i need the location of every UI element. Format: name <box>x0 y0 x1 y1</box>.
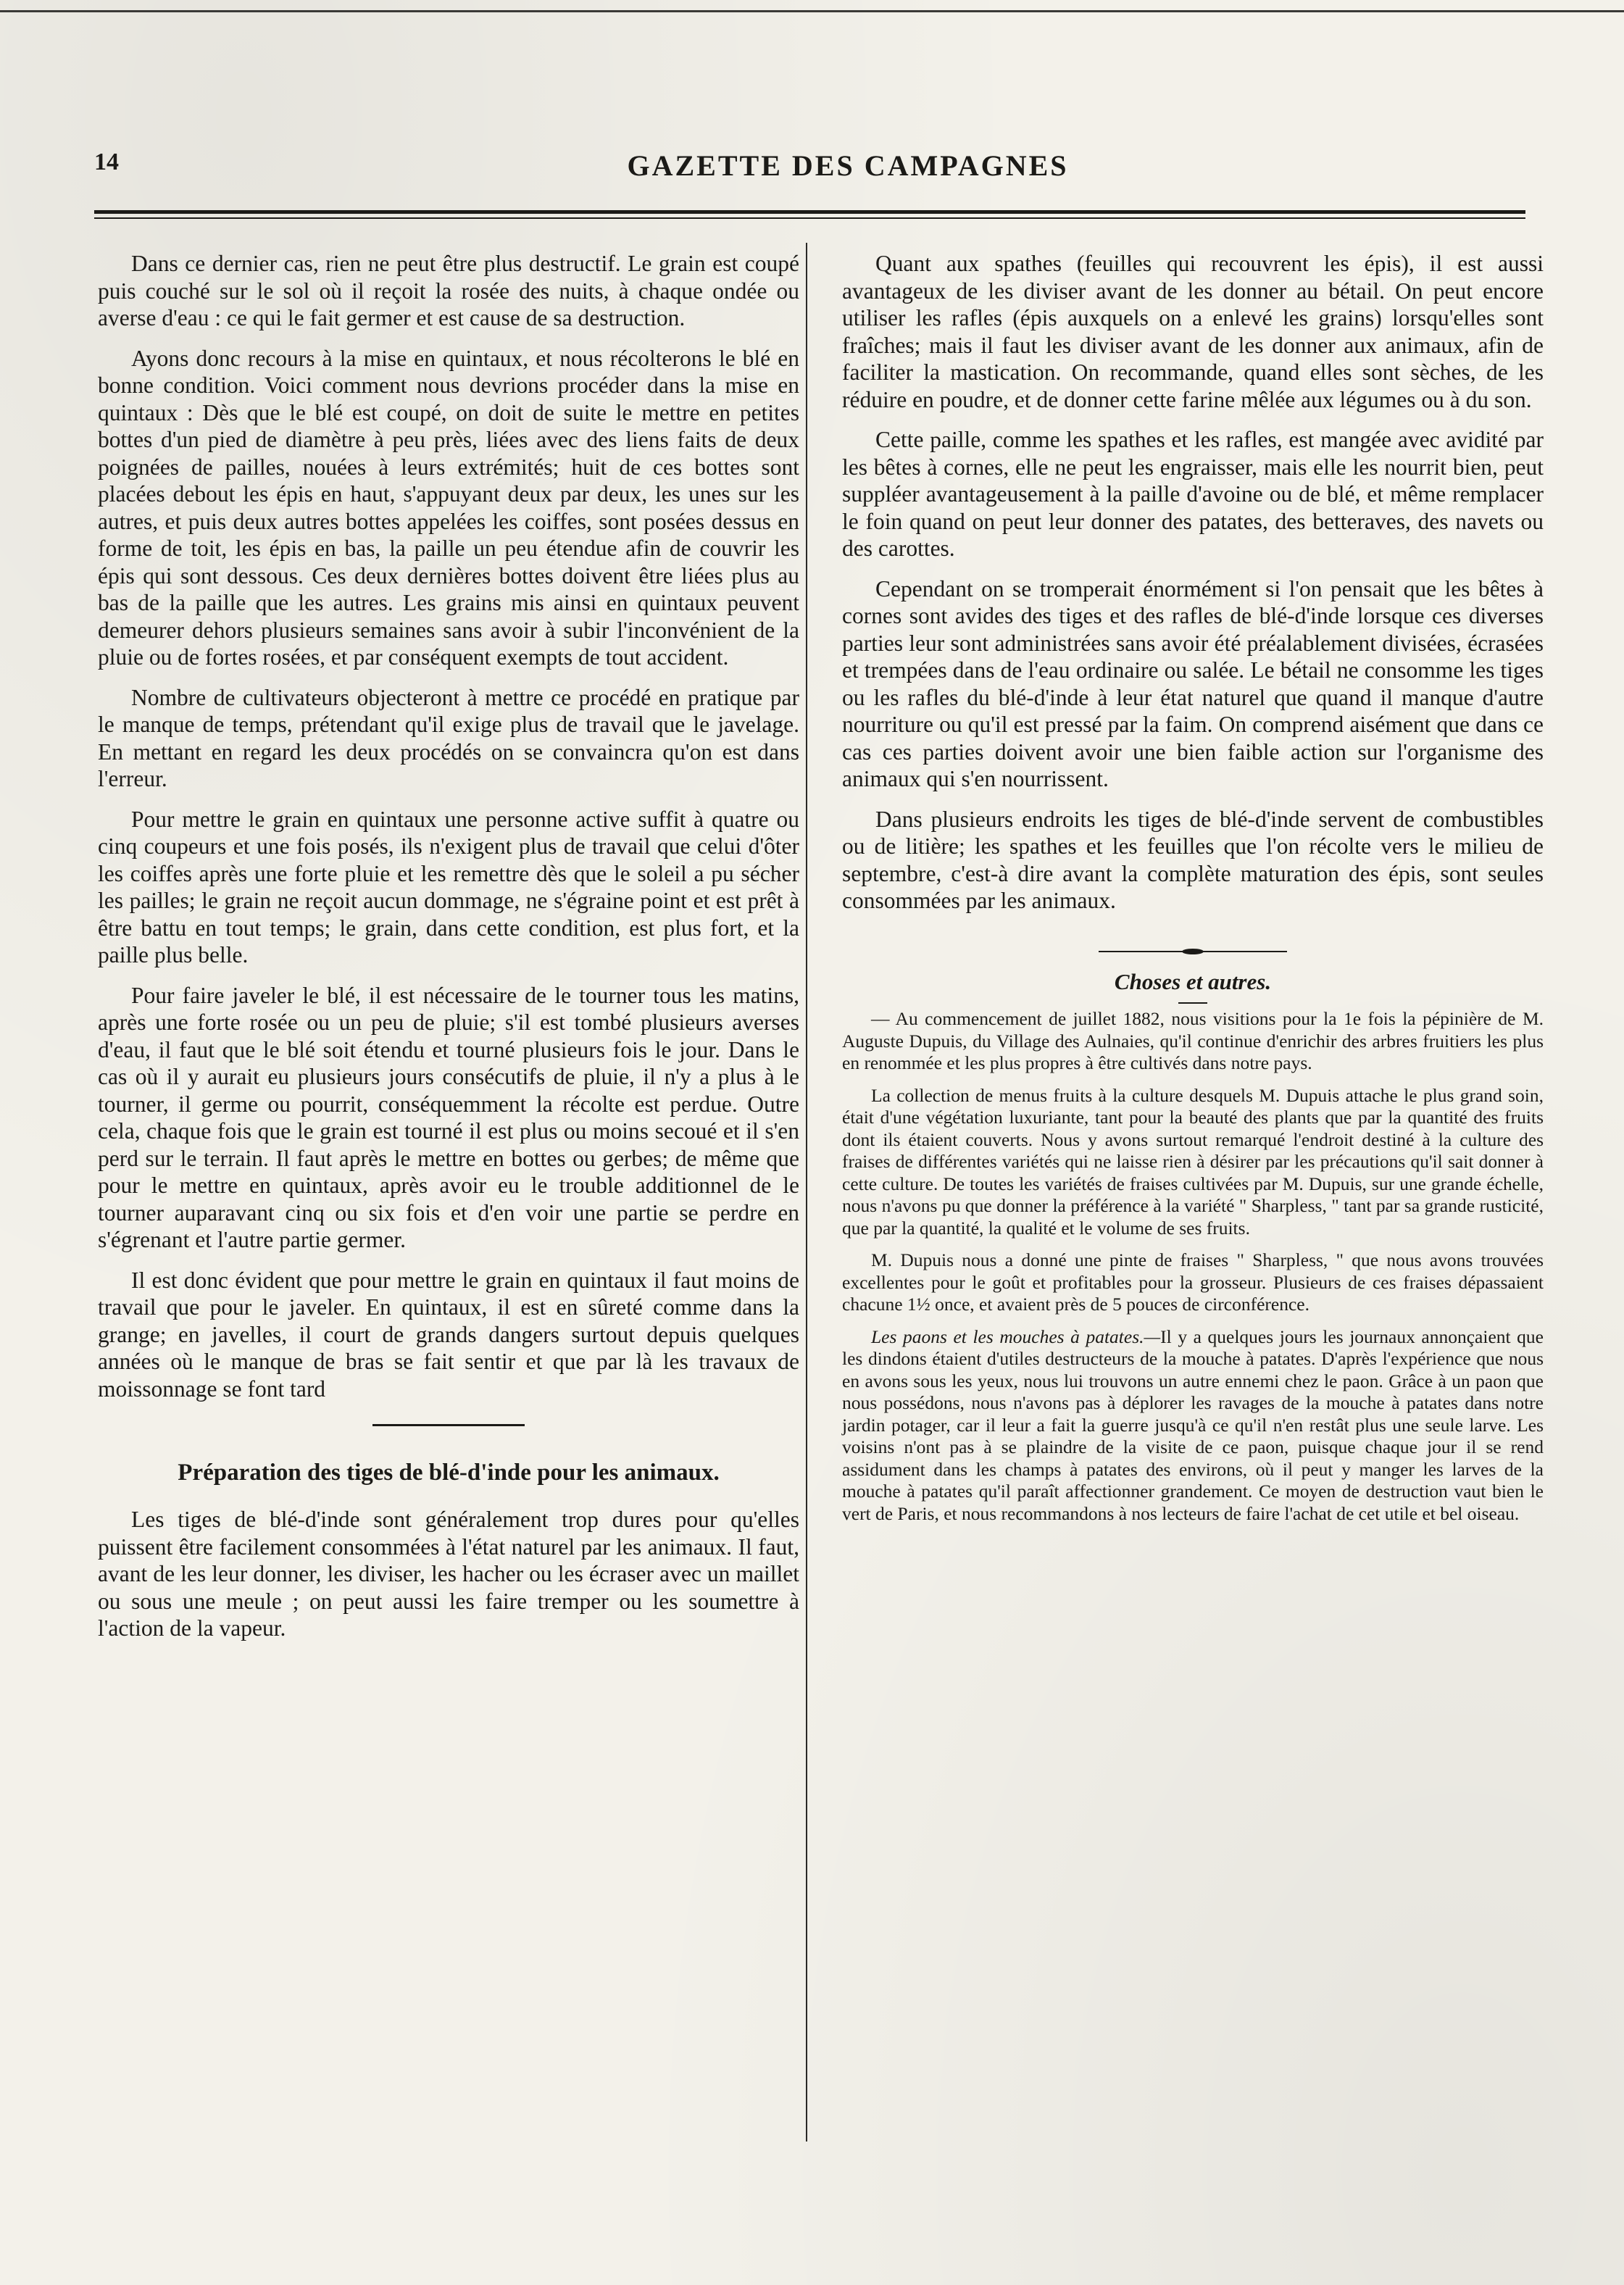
column-divider <box>806 243 807 2142</box>
paragraph: Cependant on se tromperait énormément si l'on pensait que les bêtes à cornes sont avides des tiges et des rafles de blé-d'inde lorsque ces diverses parties leur sont administrées sans avoir été préalablement divisées, écrasées et trempées dans de l'eau ordinaire ou salée. Le bétail ne consomme les tiges ou les rafles du blé-d'inde à leur état naturel que quand il manque d'autre nourriture ou qu'il est pressé par la faim. On comprend aisément que dans ce cas ces parties doivent avoir une bien faible action sur l'organisme des animaux qui s'en nourrissent. <box>842 575 1544 791</box>
paragraph: Cette paille, comme les spathes et les rafles, est mangée avec avidité par les bêtes à cornes, elle ne peut les engraisser, mais elle les nourrit bien, peut suppléer avantageusement à la paille d'avoine ou de blé, et même remplacer le foin quand on peut leur donner des patates, des betteraves, des navets ou des carottes. <box>842 427 1544 561</box>
paragraph: Dans ce dernier cas, rien ne peut être plus destructif. Le grain est coupé puis couché sur le sol où il reçoit la rosée des nuits, à chaque ondée ou averse d'eau : ce qui le fait germer et est cause de sa destruction. <box>98 251 799 330</box>
paragraph: Les tiges de blé-d'inde sont généralement trop dures pour qu'elles puissent être facilement consommées à l'état naturel par les animaux. Il faut, avant de les leur donner, les diviser, les hacher ou les écraser avec un maillet ou sous une meule ; on peut aussi les faire tremper ou les soumettre à l'action de la vapeur. <box>98 1507 799 1641</box>
paragraph: — Au commencement de juillet 1882, nous visitions pour la 1e fois la pépinière de M. Auguste Dupuis, du Village des Aulnaies, qu'il continue d'enrichir des arbres fruitiers les plus en renommée et les plus propres à être cultivés dans notre pays. <box>842 1008 1544 1073</box>
top-edge-rule <box>0 10 1624 12</box>
subsection-rule <box>1178 1002 1207 1004</box>
paragraph: Pour mettre le grain en quintaux une personne active suffit à quatre ou cinq coupeurs et une fois posés, ils n'exigent plus de travail que celui d'ôter les coiffes après une forte pluie et les remettre dès que le soleil a pu sécher les pailles; le grain ne reçoit aucun dommage, ne s'égraine point et est prêt à être battu en tout temps; le grain, dans cette condition, est plus fort, et la paille plus belle. <box>98 806 799 967</box>
paragraph: Dans plusieurs endroits les tiges de blé-d'inde servent de combustibles ou de litière; les spathes et les feuilles que l'on récolte vers le milieu de septembre, c'est-à dire avant la complète maturation des épis, sont seules consommées par les animaux. <box>842 806 1544 913</box>
running-title: GAZETTE DES CAMPAGNES <box>627 149 1069 182</box>
page-number: 14 <box>94 149 119 175</box>
section-ornament <box>1099 951 1287 952</box>
small-print-section <box>842 1008 1544 1525</box>
page-header <box>94 149 1529 192</box>
paragraph: Ayons donc recours à la mise en quintaux, et nous récolterons le blé en bonne condition. Voici comment nous devrions procéder dans la mise en quintaux : Dès que le blé est coupé, on doit de suite le mettre en petites bottes d'un pied de diamètre à peu près, liées avec des liens faits de deux poignées de pailles, nouées à leurs extrémités; huit de ces bottes sont placées debout les épis en haut, s'appuyant deux par deux, les unes sur les autres, et puis deux autres bottes appelées les coiffes, sont posées dessus en forme de toit, les épis en bas, la paille un peu étendue afin de couvrir les épis qui sont dessous. Ces deux dernières bottes doivent être liées plus au bas de la paille que les autres. Les grains mis ainsi en quintaux peuvent demeurer dehors plusieurs semaines sans avoir à subir l'inconvénient de la pluie ou de fortes rosées, et par conséquent exempts de tout accident. <box>98 345 799 670</box>
paragraph <box>842 1326 1544 1526</box>
left-column <box>98 250 799 1655</box>
paragraph: Il est donc évident que pour mettre le grain en quintaux il faut moins de travail que pour le javeler. En quintaux, il est en sûreté comme dans la grange; en javelles, il court de grands dangers surtout depuis quelques années où le manque de bras se fait sentir et que par là les travaux de moissonnage se font tard <box>98 1267 799 1402</box>
run-in-text: Il y a quelques jours les journaux annonçaient que les dindons étaient d'utiles destructeurs de la mouche à patates. D'après l'expérience que nous en avons sous les yeux, nous lui trouvons un autre ennemi chez le paon. Grâce à un paon que nous possédons, nous n'avons pas à déplorer les ravages de la mouche à patates dans notre jardin potager, car il leur a fait la guerre jusqu'à ce qu'il n'en restât plus une seule larve. Les voisins n'ont pas à se plaindre de la visite de ce paon, puisque chaque jour il se rend assidument dans les champs à patates des environs, où il peut y manger les larves de la mouche à patates qu'il paraît affectionner grandement. Ce moyen de destruction vaut bien le vert de Paris, et nous recommandons à nos lecteurs de faire l'achat de cet utile et bel oiseau. <box>842 1325 1544 1524</box>
subsection-heading: Choses et autres. <box>1114 968 1272 994</box>
paragraph: La collection de menus fruits à la culture desquels M. Dupuis attache le plus grand soin, était d'une végétation luxuriante, tant pour la beauté des plants que par la quantité des fruits dont ils étaient couverts. Nous y avons surtout remarqué l'endroit destiné à la culture des fraises de différentes variétés qui ne laisse rien à désirer par les précautions qu'il sait donner à cette culture. De toutes les variétés de fraises cultivées par M. Dupuis, sur une grande échelle, nous n'avons pu que donner la préférence à la variété " Sharpless, " tant par sa grande rusticité, que par la quantité, la qualité et le volume de ses fruits. <box>842 1084 1544 1239</box>
run-in-title: Les paons et les mouches à patates.— <box>871 1325 1161 1347</box>
header-rule-thick <box>94 210 1525 214</box>
right-column <box>842 250 1544 1535</box>
paragraph: Nombre de cultivateurs objecteront à mettre ce procédé en pratique par le manque de temps, prétendant qu'il exige plus de travail que le javelage. En mettant en regard les deux procédés on se convaincra qu'on est dans l'erreur. <box>98 684 799 791</box>
paragraph: Pour faire javeler le blé, il est nécessaire de le tourner tous les matins, après une forte rosée ou un peu de pluie; s'il est tombé plusieurs averses d'eau, il faut que le blé soit étendu et tourné plusieurs fois le jour. Dans le cas où il y aurait eu plusieurs jours consécutifs de pluie, il n'y a plus à le tourner, il germe ou pourrit, conséquemment la récolte est perdue. Outre cela, chaque fois que le grain est tourné il est plus ou moins secoué et il s'en perd sur le terrain. Il faut après le mettre en bottes ou gerbes; de même que pour le mettre en quintaux, après avoir eu le trouble additionnel de le tourner auparavant cinq ou six fois et d'en voir une partie se perdre en s'égrenant et l'autre partie germer. <box>98 982 799 1252</box>
section-rule <box>372 1424 525 1426</box>
section-heading: Préparation des tiges de blé-d'inde pour les animaux. <box>178 1460 720 1486</box>
paragraph: Quant aux spathes (feuilles qui recouvrent les épis), il est aussi avantageux de les diviser avant de les donner au bétail. On peut encore utiliser les rafles (épis auxquels on a enlevé les grains) lorsqu'elles sont fraîches; mais il faut les diviser avant de les donner aux animaux, afin de faciliter la mastication. On recommande, quand elles sont sèches, de les réduire en poudre, et de donner cette farine mêlée aux légumes ou à du son. <box>842 251 1544 412</box>
paragraph: M. Dupuis nous a donné une pinte de fraises " Sharpless, " que nous avons trouvées excellentes pour le goût et profitables pour la grosseur. Plusieurs de ces fraises dépassaient chacune 1½ once, et avaient près de 5 pouces de circonférence. <box>842 1249 1544 1315</box>
header-rule-thin <box>94 217 1525 219</box>
